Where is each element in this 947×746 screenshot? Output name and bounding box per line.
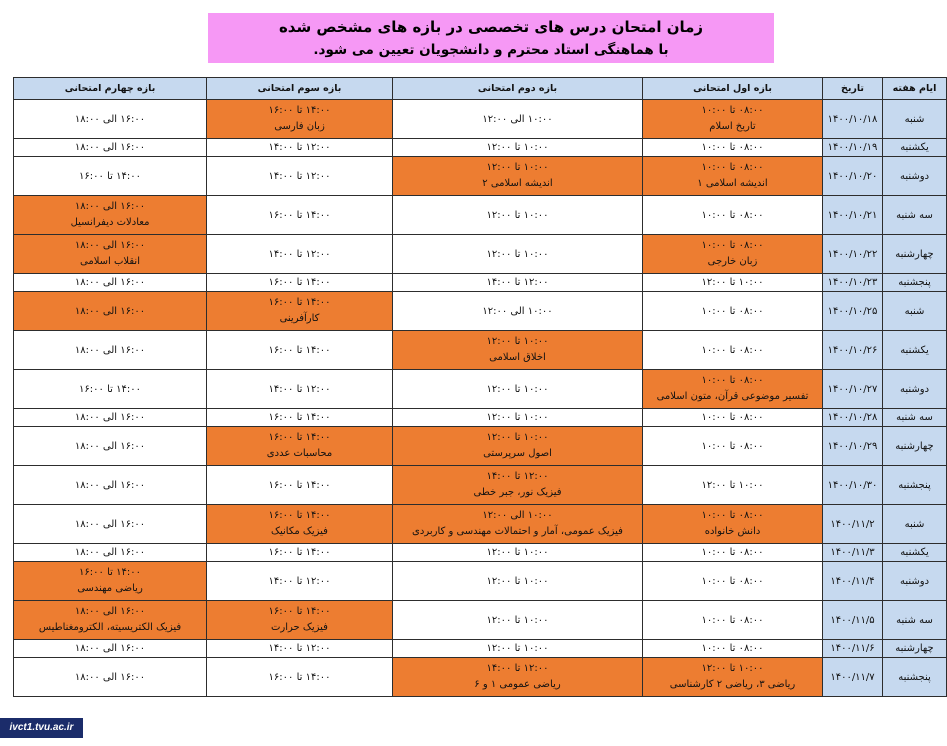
table-row (14, 274, 947, 292)
period-2-cell (393, 601, 643, 640)
period-1-cell (643, 196, 823, 235)
day-cell: چهارشنبه (883, 235, 947, 274)
exam-time: ۱۲:۰۰ تا ۱۴:۰۰ (268, 248, 331, 260)
day-cell: پنجشنبه (883, 658, 947, 697)
exam-time: ۰۸:۰۰ تا ۱۰:۰۰ (701, 440, 764, 452)
exam-time: ۱۲:۰۰ تا ۱۴:۰۰ (486, 471, 549, 482)
course-name: معادلات دیفرانسیل (70, 217, 150, 228)
period-1-cell (643, 505, 823, 544)
day-cell: پنجشنبه (883, 466, 947, 505)
exam-time: ۱۰:۰۰ الی ۱۲:۰۰ (482, 305, 553, 317)
exam-time: ۱۰:۰۰ تا ۱۲:۰۰ (486, 336, 549, 347)
course-name: اندیشه اسلامی ۱ (697, 178, 768, 189)
period-3-cell (207, 196, 393, 235)
period-2-cell (393, 640, 643, 658)
period-1-cell (643, 658, 823, 697)
exam-time: ۱۴:۰۰ تا ۱۶:۰۰ (268, 344, 331, 356)
course-name: محاسبات عددی (266, 448, 333, 459)
title-banner (208, 13, 774, 63)
exam-time: ۰۸:۰۰ تا ۱۰:۰۰ (701, 643, 764, 654)
period-3-cell (207, 235, 393, 274)
period-4-cell (14, 139, 207, 157)
course-name: انقلاب اسلامی (80, 256, 140, 267)
course-name: تاریخ اسلام (709, 121, 756, 132)
exam-time: ۰۸:۰۰ تا ۱۰:۰۰ (701, 575, 764, 587)
period-1-cell (643, 427, 823, 466)
period-2-cell (393, 139, 643, 157)
table-row (14, 505, 947, 544)
course-name: ریاضی عمومی ۱ و ۶ (474, 679, 561, 690)
exam-time: ۰۸:۰۰ تا ۱۰:۰۰ (701, 547, 764, 558)
exam-time: ۱۴:۰۰ تا ۱۶:۰۰ (79, 383, 141, 395)
period-1-cell (643, 544, 823, 562)
period-2-cell (393, 196, 643, 235)
date-cell: ۱۴۰۰/۱۰/۲۵ (823, 292, 883, 331)
exam-time: ۱۰:۰۰ تا ۱۲:۰۰ (486, 209, 549, 221)
exam-time: ۱۰:۰۰ تا ۱۲:۰۰ (701, 479, 764, 491)
exam-time: ۰۸:۰۰ تا ۱۰:۰۰ (701, 375, 764, 386)
exam-time: ۱۴:۰۰ تا ۱۶:۰۰ (268, 510, 331, 521)
period-2-cell (393, 235, 643, 274)
period-4-cell (14, 658, 207, 697)
course-name: فیزیک مکانیک (271, 526, 328, 537)
exam-time: ۱۴:۰۰ تا ۱۶:۰۰ (268, 671, 331, 683)
exam-time: ۱۶:۰۰ الی ۱۸:۰۰ (74, 643, 146, 654)
course-name: اندیشه اسلامی ۲ (482, 178, 553, 189)
exam-time: ۱۶:۰۰ الی ۱۸:۰۰ (74, 440, 146, 452)
date-cell: ۱۴۰۰/۱۰/۲۱ (823, 196, 883, 235)
exam-time: ۱۶:۰۰ الی ۱۸:۰۰ (74, 142, 146, 153)
period-1-cell (643, 466, 823, 505)
period-4-cell (14, 427, 207, 466)
exam-time: ۱۰:۰۰ تا ۱۲:۰۰ (486, 248, 549, 260)
exam-time: ۱۴:۰۰ تا ۱۶:۰۰ (268, 277, 331, 288)
course-name: ریاضی مهندسی (77, 583, 143, 594)
header-period-4: بازه چهارم امتحانی (14, 78, 207, 100)
period-4-cell (14, 466, 207, 505)
course-name: فیزیک حرارت (271, 622, 328, 633)
period-2-cell (393, 544, 643, 562)
period-1-cell (643, 409, 823, 427)
period-4-cell (14, 196, 207, 235)
period-1-cell (643, 601, 823, 640)
day-cell: یکشنبه (883, 544, 947, 562)
exam-time: ۱۶:۰۰ الی ۱۸:۰۰ (74, 240, 146, 251)
period-4-cell (14, 100, 207, 139)
period-2-cell (393, 274, 643, 292)
exam-time: ۰۸:۰۰ تا ۱۰:۰۰ (701, 344, 764, 356)
day-cell: شنبه (883, 292, 947, 331)
exam-time: ۱۰:۰۰ تا ۱۲:۰۰ (486, 142, 549, 153)
table-row (14, 292, 947, 331)
period-2-cell (393, 157, 643, 196)
period-1-cell (643, 139, 823, 157)
exam-time: ۱۴:۰۰ تا ۱۶:۰۰ (268, 105, 331, 116)
period-2-cell (393, 331, 643, 370)
period-1-cell (643, 274, 823, 292)
table-row (14, 235, 947, 274)
exam-time: ۱۶:۰۰ الی ۱۸:۰۰ (74, 344, 146, 356)
date-cell: ۱۴۰۰/۱۰/۱۹ (823, 139, 883, 157)
period-1-cell (643, 292, 823, 331)
exam-time: ۱۶:۰۰ الی ۱۸:۰۰ (74, 518, 146, 530)
period-3-cell (207, 427, 393, 466)
date-cell: ۱۴۰۰/۱۰/۳۰ (823, 466, 883, 505)
period-4-cell (14, 235, 207, 274)
exam-time: ۰۸:۰۰ تا ۱۰:۰۰ (701, 105, 764, 116)
period-3-cell (207, 331, 393, 370)
date-cell: ۱۴۰۰/۱۱/۶ (823, 640, 883, 658)
header-day: ایام هفته (883, 78, 947, 100)
period-2-cell (393, 658, 643, 697)
day-cell: یکشنبه (883, 331, 947, 370)
exam-time: ۰۸:۰۰ تا ۱۰:۰۰ (701, 510, 764, 521)
day-cell: دوشنبه (883, 562, 947, 601)
day-cell: سه شنبه (883, 409, 947, 427)
banner-line-2: با هماهنگی استاد محترم و دانشجویان تعیین می شود. (313, 42, 669, 58)
exam-time: ۱۰:۰۰ تا ۱۲:۰۰ (486, 383, 549, 395)
date-cell: ۱۴۰۰/۱۰/۲۶ (823, 331, 883, 370)
course-name: تفسیر موضوعی قرآن، متون اسلامی (656, 391, 809, 402)
period-3-cell (207, 157, 393, 196)
exam-schedule-table (13, 77, 947, 697)
exam-time: ۰۸:۰۰ تا ۱۰:۰۰ (701, 162, 764, 173)
period-4-cell (14, 157, 207, 196)
day-cell: چهارشنبه (883, 640, 947, 658)
period-2-cell (393, 292, 643, 331)
period-3-cell (207, 370, 393, 409)
day-cell: سه شنبه (883, 601, 947, 640)
exam-time: ۱۶:۰۰ الی ۱۸:۰۰ (74, 113, 146, 125)
exam-time: ۱۶:۰۰ الی ۱۸:۰۰ (74, 606, 146, 617)
table-row (14, 157, 947, 196)
exam-time: ۱۴:۰۰ تا ۱۶:۰۰ (79, 567, 141, 578)
period-4-cell (14, 562, 207, 601)
schedule-body (14, 100, 947, 697)
period-3-cell (207, 544, 393, 562)
table-row (14, 370, 947, 409)
period-3-cell (207, 658, 393, 697)
period-3-cell (207, 466, 393, 505)
exam-time: ۱۰:۰۰ تا ۱۲:۰۰ (486, 643, 549, 654)
period-4-cell (14, 544, 207, 562)
course-name: اخلاق اسلامی (489, 352, 546, 363)
course-name: زبان فارسی (274, 121, 325, 132)
course-name: اصول سرپرستی (483, 448, 552, 459)
day-cell: یکشنبه (883, 139, 947, 157)
course-name: زبان خارجی (707, 256, 758, 267)
table-row (14, 658, 947, 697)
period-1-cell (643, 235, 823, 274)
exam-time: ۱۴:۰۰ تا ۱۶:۰۰ (268, 412, 331, 423)
exam-time: ۱۰:۰۰ تا ۱۲:۰۰ (486, 614, 549, 626)
period-2-cell (393, 466, 643, 505)
day-cell: سه شنبه (883, 196, 947, 235)
day-cell: چهارشنبه (883, 427, 947, 466)
exam-time: ۱۴:۰۰ تا ۱۶:۰۰ (268, 479, 331, 491)
exam-time: ۱۲:۰۰ تا ۱۴:۰۰ (268, 575, 331, 587)
exam-time: ۱۰:۰۰ الی ۱۲:۰۰ (482, 113, 553, 125)
table-row (14, 466, 947, 505)
period-3-cell (207, 139, 393, 157)
date-cell: ۱۴۰۰/۱۱/۴ (823, 562, 883, 601)
exam-time: ۱۴:۰۰ تا ۱۶:۰۰ (268, 432, 331, 443)
date-cell: ۱۴۰۰/۱۰/۲۳ (823, 274, 883, 292)
header-period-1: بازه اول امتحانی (643, 78, 823, 100)
period-1-cell (643, 370, 823, 409)
date-cell: ۱۴۰۰/۱۱/۵ (823, 601, 883, 640)
period-4-cell (14, 331, 207, 370)
course-name: دانش خانواده (704, 526, 761, 537)
exam-time: ۰۸:۰۰ تا ۱۰:۰۰ (701, 142, 764, 153)
period-3-cell (207, 562, 393, 601)
table-row (14, 409, 947, 427)
exam-time: ۰۸:۰۰ تا ۱۰:۰۰ (701, 305, 764, 317)
table-row (14, 544, 947, 562)
exam-time: ۱۰:۰۰ تا ۱۲:۰۰ (486, 432, 549, 443)
period-2-cell (393, 370, 643, 409)
exam-time: ۰۸:۰۰ تا ۱۰:۰۰ (701, 240, 764, 251)
exam-time: ۱۶:۰۰ الی ۱۸:۰۰ (74, 671, 146, 683)
exam-time: ۱۴:۰۰ تا ۱۶:۰۰ (268, 209, 331, 221)
exam-time: ۱۲:۰۰ تا ۱۴:۰۰ (268, 643, 331, 654)
date-cell: ۱۴۰۰/۱۱/۳ (823, 544, 883, 562)
exam-time: ۱۶:۰۰ الی ۱۸:۰۰ (74, 305, 146, 317)
exam-time: ۱۲:۰۰ تا ۱۴:۰۰ (486, 663, 549, 674)
table-row (14, 139, 947, 157)
exam-time: ۱۰:۰۰ تا ۱۲:۰۰ (701, 277, 764, 288)
period-3-cell (207, 274, 393, 292)
day-cell: شنبه (883, 100, 947, 139)
period-4-cell (14, 409, 207, 427)
period-4-cell (14, 292, 207, 331)
period-1-cell (643, 157, 823, 196)
period-4-cell (14, 640, 207, 658)
date-cell: ۱۴۰۰/۱۰/۲۸ (823, 409, 883, 427)
period-3-cell (207, 292, 393, 331)
header-period-2: بازه دوم امتحانی (393, 78, 643, 100)
period-4-cell (14, 601, 207, 640)
exam-time: ۱۶:۰۰ الی ۱۸:۰۰ (74, 479, 146, 491)
period-4-cell (14, 370, 207, 409)
exam-time: ۱۶:۰۰ الی ۱۸:۰۰ (74, 277, 146, 288)
date-cell: ۱۴۰۰/۱۰/۲۹ (823, 427, 883, 466)
table-row (14, 100, 947, 139)
exam-time: ۱۰:۰۰ تا ۱۲:۰۰ (486, 412, 549, 423)
exam-time: ۱۰:۰۰ تا ۱۲:۰۰ (486, 547, 549, 558)
day-cell: پنجشنبه (883, 274, 947, 292)
exam-time: ۱۲:۰۰ تا ۱۴:۰۰ (268, 383, 331, 395)
date-cell: ۱۴۰۰/۱۰/۱۸ (823, 100, 883, 139)
header-period-3: بازه سوم امتحانی (207, 78, 393, 100)
course-name: کارآفرینی (279, 313, 320, 324)
exam-time: ۰۸:۰۰ تا ۱۰:۰۰ (701, 209, 764, 221)
period-3-cell (207, 100, 393, 139)
exam-time: ۱۰:۰۰ تا ۱۲:۰۰ (486, 162, 549, 173)
course-name: ریاضی ۳، ریاضی ۲ کارشناسی (669, 679, 796, 690)
course-name: فیزیک عمومی، آمار و احتمالات مهندسی و کاربردی (412, 526, 623, 537)
exam-time: ۱۴:۰۰ تا ۱۶:۰۰ (79, 170, 141, 182)
period-2-cell (393, 409, 643, 427)
day-cell: شنبه (883, 505, 947, 544)
exam-time: ۱۶:۰۰ الی ۱۸:۰۰ (74, 201, 146, 212)
period-2-cell (393, 562, 643, 601)
exam-time: ۱۴:۰۰ تا ۱۶:۰۰ (268, 297, 331, 308)
exam-time: ۱۴:۰۰ تا ۱۶:۰۰ (268, 606, 331, 617)
course-name: فیزیک الکتریسیته، الکترومغناطیس (38, 622, 182, 633)
exam-time: ۱۲:۰۰ تا ۱۴:۰۰ (268, 142, 331, 153)
exam-time: ۱۶:۰۰ الی ۱۸:۰۰ (74, 412, 146, 423)
period-3-cell (207, 601, 393, 640)
exam-time: ۱۴:۰۰ تا ۱۶:۰۰ (268, 547, 331, 558)
period-3-cell (207, 409, 393, 427)
table-row (14, 640, 947, 658)
table-row (14, 331, 947, 370)
exam-time: ۱۲:۰۰ تا ۱۴:۰۰ (268, 170, 331, 182)
header-date: تاریخ (823, 78, 883, 100)
period-1-cell (643, 562, 823, 601)
date-cell: ۱۴۰۰/۱۰/۲۰ (823, 157, 883, 196)
exam-time: ۱۰:۰۰ تا ۱۲:۰۰ (701, 663, 764, 674)
table-row (14, 196, 947, 235)
period-1-cell (643, 640, 823, 658)
period-2-cell (393, 427, 643, 466)
period-4-cell (14, 505, 207, 544)
period-3-cell (207, 640, 393, 658)
period-2-cell (393, 100, 643, 139)
date-cell: ۱۴۰۰/۱۰/۲۲ (823, 235, 883, 274)
period-3-cell (207, 505, 393, 544)
period-2-cell (393, 505, 643, 544)
exam-time: ۰۸:۰۰ تا ۱۰:۰۰ (701, 412, 764, 423)
period-1-cell (643, 331, 823, 370)
table-row (14, 601, 947, 640)
table-row (14, 562, 947, 601)
period-1-cell (643, 100, 823, 139)
banner-line-1: زمان امتحان درس های تخصصی در بازه های مشخص شده (278, 18, 704, 36)
day-cell: دوشنبه (883, 370, 947, 409)
period-4-cell (14, 274, 207, 292)
date-cell: ۱۴۰۰/۱۱/۲ (823, 505, 883, 544)
exam-time: ۱۰:۰۰ الی ۱۲:۰۰ (482, 510, 553, 521)
exam-time: ۱۲:۰۰ تا ۱۴:۰۰ (486, 277, 549, 288)
exam-time: ۱۰:۰۰ تا ۱۲:۰۰ (486, 575, 549, 587)
day-cell: دوشنبه (883, 157, 947, 196)
date-cell: ۱۴۰۰/۱۰/۲۷ (823, 370, 883, 409)
exam-time: ۱۶:۰۰ الی ۱۸:۰۰ (74, 547, 146, 558)
exam-time: ۰۸:۰۰ تا ۱۰:۰۰ (701, 614, 764, 626)
course-name: فیزیک نور، جبر خطی (473, 487, 562, 498)
date-cell: ۱۴۰۰/۱۱/۷ (823, 658, 883, 697)
site-url-badge: ivct1.tvu.ac.ir (0, 718, 83, 738)
table-row (14, 427, 947, 466)
